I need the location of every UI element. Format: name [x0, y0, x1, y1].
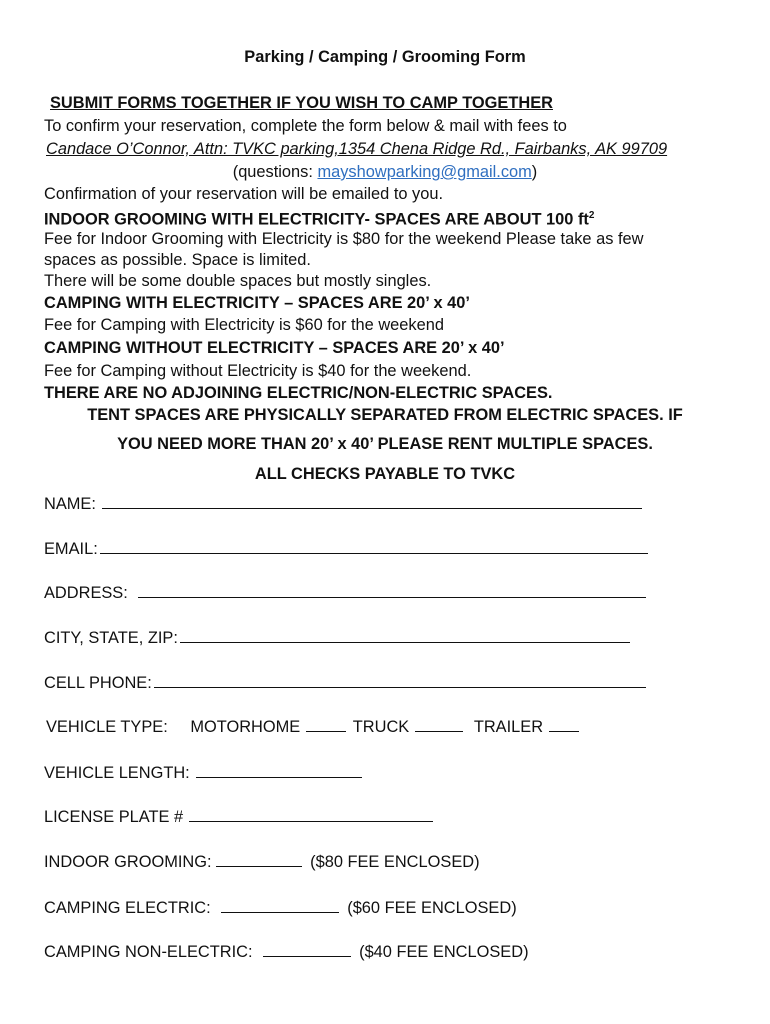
license-plate-row: [44, 807, 433, 827]
camping-nonelectric-fee-label: ($40 FEE ENCLOSED): [359, 943, 529, 961]
address-label: ADDRESS:: [44, 584, 128, 602]
cell-phone-field-row: [44, 673, 646, 693]
cell-phone-input-line[interactable]: [154, 673, 646, 688]
motorhome-label: MOTORHOME: [190, 718, 301, 736]
truck-input-line[interactable]: [415, 717, 463, 732]
indoor-grooming-fee: ($80 FEE ENCLOSED): [310, 853, 480, 871]
no-adjoining-notice: THERE ARE NO ADJOINING ELECTRIC/NON-ELECTRIC SPACES.: [44, 384, 553, 402]
name-input-line[interactable]: [102, 494, 642, 509]
city-state-zip-label: CITY, STATE, ZIP:: [44, 629, 178, 647]
vehicle-length-label: VEHICLE LENGTH:: [44, 764, 190, 782]
checks-payable-notice: ALL CHECKS PAYABLE TO TVKC: [254, 465, 516, 483]
trailer-input-line[interactable]: [549, 717, 579, 732]
camping-electric-fee-label: ($60 FEE ENCLOSED): [347, 899, 517, 917]
form-title: Parking / Camping / Grooming Form: [244, 48, 526, 66]
tent-notice-line-1: TENT SPACES ARE PHYSICALLY SEPARATED FROM ELECTRIC SPACES. IF: [87, 406, 683, 424]
vehicle-length-input-line[interactable]: [196, 763, 362, 778]
license-plate-label: LICENSE PLATE #: [44, 808, 184, 826]
camping-nonelectric-label: CAMPING NON-ELECTRIC:: [44, 943, 253, 961]
truck-label: TRUCK: [352, 718, 410, 736]
email-label: EMAIL:: [44, 540, 98, 558]
indoor-fee-line-3: There will be some double spaces but mostly singles.: [44, 272, 432, 290]
questions-line: [0, 162, 770, 182]
indoor-grooming-input-line[interactable]: [216, 852, 302, 867]
camping-electric-row: [44, 898, 517, 918]
indoor-grooming-heading: [44, 206, 594, 229]
address-field-row: [44, 583, 646, 603]
city-state-zip-field-row: [44, 628, 630, 648]
submit-together-heading: SUBMIT FORMS TOGETHER IF YOU WISH TO CAMP TOGETHER: [50, 94, 553, 112]
name-label: NAME:: [44, 495, 96, 513]
vehicle-type-row: [46, 717, 579, 737]
license-plate-input-line[interactable]: [189, 807, 433, 822]
indoor-grooming-row: [44, 852, 480, 872]
name-field-row: [44, 494, 642, 514]
indoor-fee-line-2: spaces as possible. Space is limited.: [44, 251, 311, 269]
questions-email-link[interactable]: mayshowparking@gmail.com: [317, 163, 532, 181]
intro-line: To confirm your reservation, complete the form below & mail with fees to: [44, 117, 567, 135]
motorhome-input-line[interactable]: [306, 717, 346, 732]
questions-suffix: ): [531, 163, 538, 181]
camping-electric-input-line[interactable]: [221, 898, 339, 913]
camping-electric-fee: Fee for Camping with Electricity is $60 for the weekend: [44, 316, 444, 334]
questions-prefix: (questions:: [232, 163, 318, 181]
camping-nonelectric-heading: CAMPING WITHOUT ELECTRICITY – SPACES ARE 20’ x 40’: [44, 339, 505, 357]
camping-electric-label: CAMPING ELECTRIC:: [44, 899, 211, 917]
confirmation-line: Confirmation of your reservation will be emailed to you.: [44, 185, 444, 203]
camping-nonelectric-input-line[interactable]: [263, 942, 351, 957]
vehicle-type-label: VEHICLE TYPE:: [46, 718, 168, 736]
vehicle-length-row: [44, 763, 362, 783]
camping-electric-heading: CAMPING WITH ELECTRICITY – SPACES ARE 20’ x 40’: [44, 294, 470, 312]
city-state-zip-input-line[interactable]: [180, 628, 630, 643]
tent-notice-line-2: YOU NEED MORE THAN 20’ x 40’ PLEASE RENT MULTIPLE SPACES.: [117, 435, 653, 453]
camping-nonelectric-row: [44, 942, 529, 962]
address-input-line[interactable]: [138, 583, 646, 598]
indoor-fee-line-1: Fee for Indoor Grooming with Electricity is $80 for the weekend Please take as few: [44, 230, 644, 248]
email-input-line[interactable]: [100, 539, 648, 554]
indoor-heading-text: INDOOR GROOMING WITH ELECTRICITY- SPACES ARE ABOUT 100 ft: [44, 210, 589, 229]
indoor-grooming-label: INDOOR GROOMING:: [44, 853, 212, 871]
camping-nonelectric-fee: Fee for Camping without Electricity is $40 for the weekend.: [44, 362, 472, 380]
cell-phone-label: CELL PHONE:: [44, 674, 152, 692]
mailing-address: Candace O’Connor, Attn: TVKC parking,1354 Chena Ridge Rd., Fairbanks, AK 99709: [46, 140, 668, 158]
trailer-label: TRAILER: [473, 718, 544, 736]
indoor-heading-superscript: 2: [588, 210, 595, 221]
email-field-row: [44, 539, 648, 559]
